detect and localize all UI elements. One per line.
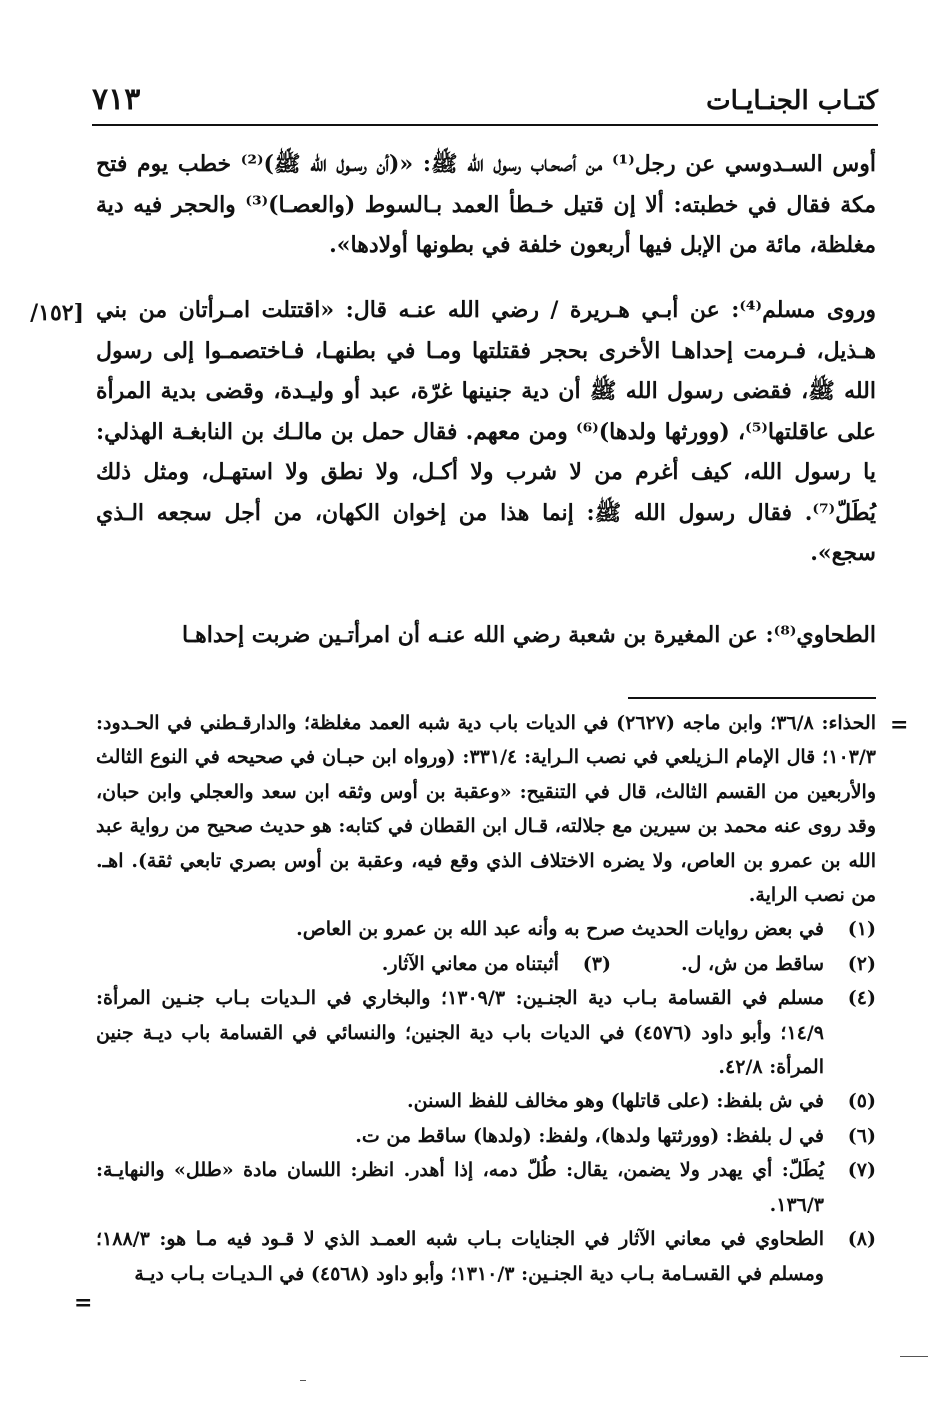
footnote-number: (٢) [847,952,876,975]
body-paragraph-2: وروى مسلم⁽⁴⁾: عن أبـي هـريرة / رضي الله عنـه قال: «اقتتلت امـرأتان من بني هـذيل، فـرمت إحداهـا الأخرى بحجر فقتلتها ومـا في بطنهـا، فـاختصمـوا إلى رسول الله ﷺ، فقضى رسول الله ﷺ أن دية جنينها غرّة، عبد أو وليـدة، وقضى بدية المرأة على عاقلتها⁽⁵⁾، (وورثها ولدها)⁽⁶⁾ ومن معهم. فقال حمل بن مالـك بن النابغـة الهذلي: يا رسول الله، كيف أغرم من لا شرب ولا أكـل، ولا نطق ولا استهـل، ومثل ذلك يُطَلّ⁽⁷⁾. فقال رسول الله ﷺ: إنما هذا من إخوان الكهان، من أجل سجعه الـذي سجع». [96,297,877,566]
footnote-1 [96,912,876,946]
page-number: ٧١٣ [92,82,141,117]
running-title: كتـاب الجنـايـات [706,86,878,116]
footnote-text: أثبتناه من معاني الآثار. [381,952,559,975]
footnote-3 [382,947,611,981]
footnote-number: (٧) [847,1159,876,1182]
footnote-5 [96,1084,876,1118]
footnote-number: (٥) [847,1090,876,1113]
scan-speck [900,1356,928,1357]
footnote-pair-2-3 [96,947,876,981]
footnote-text: يُطَلّ: أي يهدر ولا يضمن، يقال: طُلّ دمه، إذا أهدر. انظر: اللسان مادة «طلل» والنهايـة: ١٣٦/٣. [96,1159,824,1216]
footnote-separator [628,697,876,699]
footnote-number: (٦) [847,1124,876,1147]
footnote-text: ساقط من ش، ل. [680,952,824,975]
margin-folio-note: [١٥٢/ [30,300,84,326]
footnote-6 [96,1119,876,1153]
footnote-number: (١) [847,918,876,941]
footnote-number: (٤) [847,987,876,1010]
footnote-text: في ل بلفظ: (وورثتها ولدها)، ولفظ: (ولدها) ساقط من ت. [355,1124,824,1147]
footnote-continuation-mark-start: = [890,712,909,738]
footnote-continuation-mark-end: = [74,1290,93,1316]
footnote-number: (٨) [847,1228,876,1251]
footnote-continuation: الحذاء: ٣٦/٨؛ وابن ماجه (٢٦٢٧) في الديات باب دية شبه العمد مغلظة؛ والدارقـطني في الحـدود: ١٠٣/٣؛ قال الإمام الـزيلعي في نصب الـراية: ٣٣١/٤: (ورواه ابن حبـان في صحيحه في النوع الثالث والأربعين من القسم الثالث، قال في التنقيح: «وعقبة بن أوس وثقه ابن سعد والعجلي وابن حبان، وقد روى عنه محمد بن سيرين مع جلالته، قـال ابن القطان في كتابه: هو حديث صحيح من رواية عبد الله بن عمرو بن العاص، ولا يضره الاختلاف الذي وقع فيه، وعقبة بن أوس بصري تابعي ثقة). اهـ. من نصب الراية. [96,712,876,907]
scan-speck [300,1380,306,1381]
footnotes [96,706,876,1291]
header-rule [92,124,878,126]
footnote-number: (٣) [582,952,611,975]
body-paragraph-1: أوس السـدوسي عن رجل⁽¹⁾ من أصحـاب رسول الله ﷺ: «(أن رسـول الله ﷺ)⁽²⁾ خطب يوم فتح مكة فقال في خطبته: ألا إن قتيل خـطأ العمد بـالسوط (والعصـا)⁽³⁾ والحجر فيه دية مغلظة، مائة من الإبل فيها أربعون خلفة في بطونها أولادها». [96,151,877,258]
body-paragraph-3: الطحاوي⁽⁸⁾: عن المغيرة بن شعبة رضي الله عنـه أن امرأتـين ضربت إحداهـا [182,622,876,648]
footnote-4 [96,981,876,1084]
footnote-text: في بعض روايات الحديث صرح به وأنه عبد الله بن عمرو بن العاص. [296,918,824,941]
footnote-7 [96,1153,876,1222]
page-header [92,78,878,122]
footnote-8 [96,1222,876,1291]
footnote-text: الطحاوي في معاني الآثار في الجنايات بـاب شبه العمـد الذي لا قـود فيه مـا هو: ١٨٨/٣؛ ومسلم في القسـامة بـاب دية الجنـين: ١٣١٠/٣؛ وأبو داود (٤٥٦٨) في الـديـات بـاب ديـة [96,1228,824,1285]
footnote-text: في ش بلفظ: (على قاتلها) وهو مخالف للفظ السنن. [407,1090,824,1113]
footnote-text: مسلم في القسامة بـاب دية الجنـين: ١٣٠٩/٣؛ والبخاري في الـديات بـاب جنـين المرأة: ١٤/٩؛ وأبو داود (٤٥٧٦) في الديات باب دية الجنين؛ والنسائي في القسامة باب ديـة جنين المرأة: ٤٢/٨. [96,987,825,1079]
footnote-2 [681,947,876,981]
